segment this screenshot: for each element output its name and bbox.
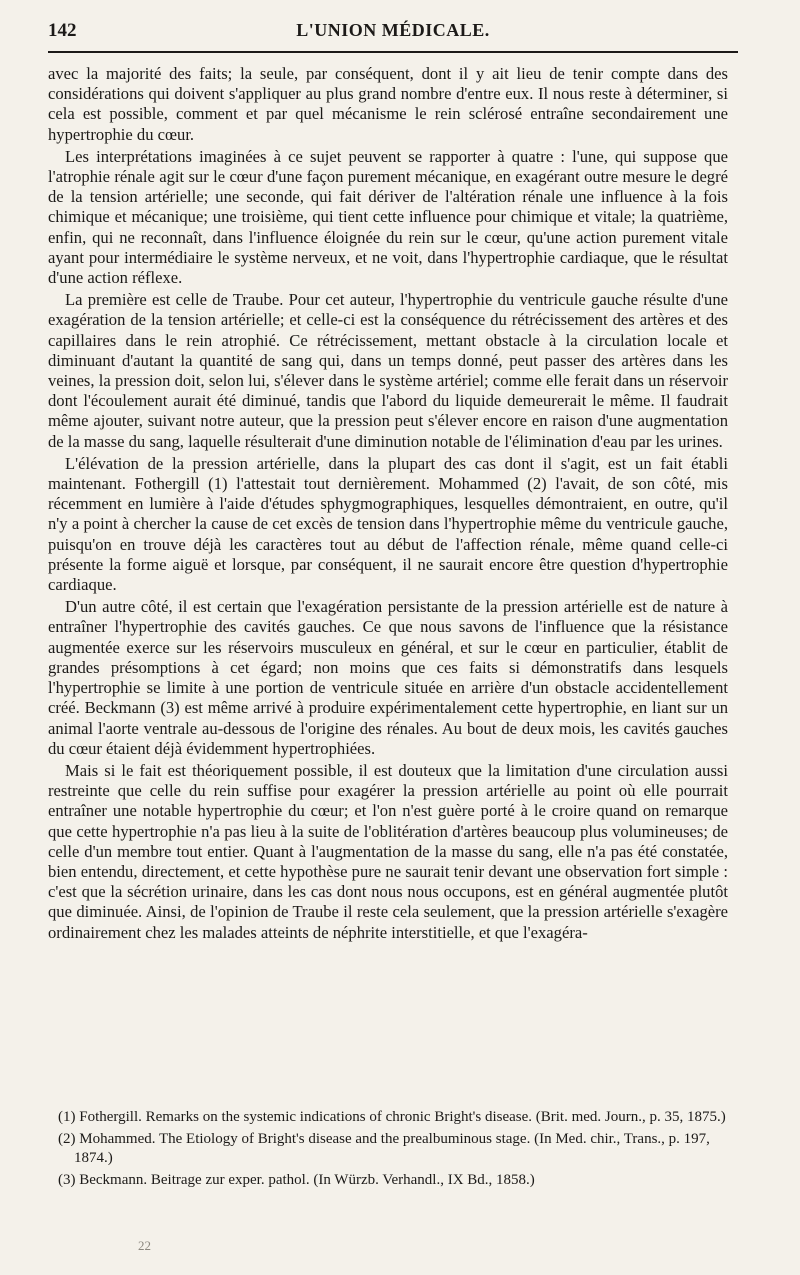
- paragraph: avec la majorité des faits; la seule, par conséquent, dont il y ait lieu de tenir compte dans des considérations qui doivent s'appliquer au plus grand nombre d'entre eux. Il nous reste à déterminer, si cela est possible, comment et par quel mécanisme le rein sclérosé entraîne secondairement une hypertrophie du cœur.: [48, 64, 728, 144]
- running-title: L'UNION MÉDICALE.: [296, 20, 490, 40]
- paragraph: Les interprétations imaginées à ce sujet peuvent se rapporter à quatre : l'une, qui suppose que l'atrophie rénale agit sur le cœur d'une façon purement mécanique, en exagérant outre mesure le degré de la tension artérielle; une seconde, qui fait dériver de l'altération rénale une influence à la fois chimique et mécanique; une troisième, qui tient cette influence pour chimique et vitale; la quatrième, enfin, qui ne reconnaît, dans l'influence éloignée du rein sur le cœur, qu'une action purement vitale ayant pour intermédiaire le système nerveux, et ne voit, dans l'hypertrophie cardiaque, que le résultat d'une action réflexe.: [48, 146, 728, 288]
- paragraph: Mais si le fait est théoriquement possible, il est douteux que la limitation d'une circulation aussi restreinte que celle du rein suffise pour exagérer la pression artérielle au point où elle pourrait entraîner une notable hypertrophie du cœur; et l'on n'est guère porté à le croire quand on remarque que cette hypertrophie n'a pas lieu à la suite de l'oblitération d'artères beaucoup plus volumineuses; de celle d'un membre tout entier. Quant à l'augmentation de la masse du sang, elle n'a pas été constatée, bien entendu, directement, et cette hypothèse pure ne saurait tenir devant une observation fort simple : c'est que la sécrétion urinaire, dans les cas dont nous nous occupons, est en général augmentée plutôt que diminuée. Ainsi, de l'opinion de Traube il reste cela seulement, que la pression artérielle s'exagère ordinairement chez les malades atteints de néphrite interstitielle, et que l'exagéra-: [48, 760, 728, 942]
- footnotes: [48, 1108, 738, 1192]
- paragraph: La première est celle de Traube. Pour cet auteur, l'hypertrophie du ventricule gauche résulte d'une exagération de la tension artérielle; et celle-ci est la conséquence du rétrécissement des artères et des capillaires dans le rein atrophié. Ce rétrécissement, mettant obstacle à la circulation locale et diminuant d'autant la quantité de sang qui, dans un temps donné, peut passer des artères dans les veines, la pression doit, selon lui, s'élever dans le système artériel; comme elle ferait dans un réservoir dont l'écoulement aurait été diminué, tandis que l'abord du liquide demeurerait le même. Il faudrait même ajouter, suivant notre auteur, que la pression peut s'élever encore en raison d'une augmentation de la masse du sang, laquelle résulterait d'une diminution notable de l'élimination d'eau par les urines.: [48, 290, 728, 451]
- body-text: [48, 64, 728, 943]
- footnote: (2) Mohammed. The Etiology of Bright's disease and the prealbuminous stage. (In Med. chir., Trans., p. 197, 1874.): [58, 1130, 710, 1166]
- paragraph: D'un autre côté, il est certain que l'exagération persistante de la pression artérielle est de nature à entraîner l'hypertrophie des cavités gauches. Ce que nous savons de l'influence que la résistance augmentée exerce sur les réservoirs musculeux en général, et sur le cœur en particulier, établit de grandes présomptions à cet égard; non moins que ces faits si démonstratifs dans lesquels l'hypertrophie se limite à une portion de ventricule située en arrière d'un obstacle accidentellement créé. Beckmann (3) est même arrivé à produire expérimentalement cette hypertrophie, en liant sur un animal l'aorte ventrale au-dessous de l'origine des rénales. Au bout de deux mois, les cavités gauches du cœur étaient déjà évidemment hypertrophiées.: [48, 597, 728, 758]
- header-rule: [48, 51, 738, 53]
- page-number: 142: [48, 20, 77, 41]
- footnote: (1) Fothergill. Remarks on the systemic indications of chronic Bright's disease. (Brit. med. Journ., p. 35, 1875.): [58, 1109, 726, 1125]
- paragraph: L'élévation de la pression artérielle, dans la plupart des cas dont il s'agit, est un fait établi maintenant. Fothergill (1) l'attestait tout dernièrement. Mohammed (2) l'avait, de son côté, mis récemment en lumière à l'aide d'études sphygmographiques, lesquelles démontraient, en outre, qu'il n'y a point à chercher la cause de cet excès de tension dans l'hypertrophie même du ventricule gauche, puisqu'on en trouve déjà les caractères tout au début de l'affection rénale, même quand celle-ci présente la forme aiguë et lorsque, par conséquent, il ne saurait encore être question d'hypertrophie cardiaque.: [48, 453, 728, 595]
- footnote: (3) Beckmann. Beitrage zur exper. pathol. (In Würzb. Verhandl., IX Bd., 1858.): [58, 1171, 535, 1188]
- signature-mark: 22: [138, 1238, 151, 1253]
